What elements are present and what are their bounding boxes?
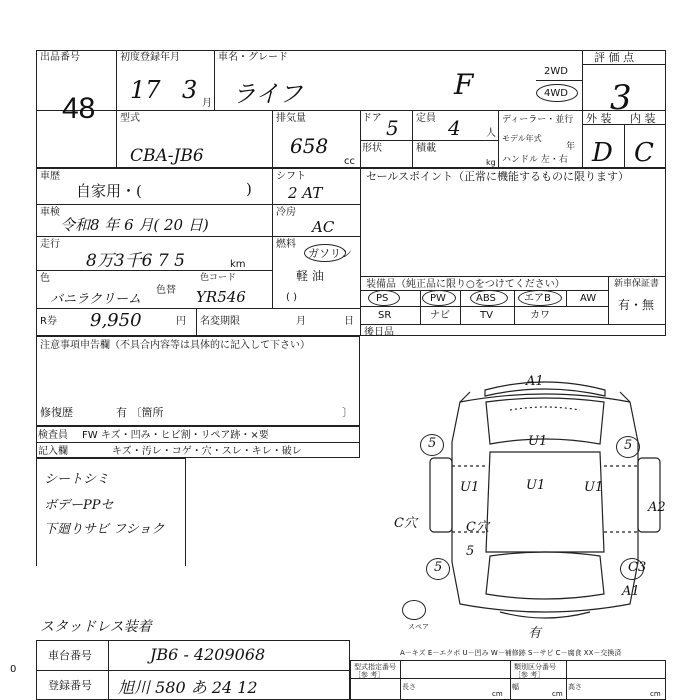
lot-no-label: 出品番号 <box>40 52 80 63</box>
mileage-value: 8万3千6 7 5 <box>86 251 185 271</box>
equip-airbag: エアB <box>524 293 551 304</box>
ext-score: D <box>592 138 613 168</box>
color-label: 色 <box>40 273 50 284</box>
meigi-day: 日 <box>344 316 354 327</box>
length-label: 長さ <box>402 683 416 691</box>
grade: F <box>454 68 474 101</box>
kg: kg <box>486 158 496 167</box>
remark-2: ボデーPPセ <box>44 498 114 513</box>
width-label: 幅 <box>512 683 519 691</box>
displacement: 658 <box>290 134 329 158</box>
width-cm: cm <box>552 690 563 698</box>
shift-value: 2 AT <box>288 184 323 202</box>
capacity-label: 定員 <box>416 113 436 124</box>
equip-pw: PW <box>430 293 446 304</box>
meigi-label: 名変期限 <box>200 316 240 327</box>
warranty-value: 有・無 <box>618 298 655 312</box>
aircon-value: AC <box>312 218 335 236</box>
equip-aw: AW <box>580 293 597 304</box>
dealer-label: ディーラー・並行 <box>502 115 574 125</box>
warranty-label: 新車保証書 <box>614 279 660 289</box>
chassis-label: 車台番号 <box>48 649 92 662</box>
inspector-label: 検査員 <box>38 430 68 441</box>
spare-label: スペア <box>408 623 429 631</box>
aircon-label: 冷房 <box>276 207 296 218</box>
entry-marks: キズ・汚レ・コゲ・穴・スレ・キレ・破レ <box>112 446 302 457</box>
color-code: YR546 <box>196 288 246 306</box>
inspector-marks: FW キズ・凹み・ヒビ割・リペア跡・×要 <box>82 430 269 441</box>
history-value: 自家用・( <box>76 182 142 200</box>
mark-5-rr: C3 <box>628 560 647 575</box>
mark-5-fr: 5 <box>624 438 633 453</box>
year-unit: 年 <box>566 142 576 152</box>
fuel-label: 燃料 <box>276 239 296 250</box>
mark-5-fl: 5 <box>428 436 437 451</box>
recycle-value: 9,950 <box>90 310 142 331</box>
mark-a1-bottom: 有 <box>528 626 542 641</box>
ref-label-2: ［参 考］ <box>514 671 545 679</box>
equip-label: 装備品（純正品に限り○をつけてください） <box>366 279 565 290</box>
eval-score: 3 <box>610 78 632 118</box>
doors-label: ドア <box>362 113 382 124</box>
model-year-label: モデル年式 <box>502 134 542 143</box>
class-label: 類別区分番号 <box>514 663 556 671</box>
repair-label: 修復歴 <box>40 406 73 419</box>
mark-a2: 5 <box>466 544 475 559</box>
handle-label: ハンドル 左・右 <box>502 155 568 165</box>
first-reg-year: 17 <box>130 76 161 104</box>
color-code-label: 色コード <box>200 273 237 283</box>
eval-label: 評 価 点 <box>594 51 634 64</box>
recycle-label: R券 <box>40 316 57 327</box>
capacity: 4 <box>448 116 461 140</box>
ref-label-1: ［参 考］ <box>354 671 385 679</box>
remark-3: 下廻りサビ フショク <box>44 522 165 537</box>
mark-c3: A1 <box>622 584 640 599</box>
equip-leather: カワ <box>530 310 550 321</box>
history-close: ) <box>246 180 252 198</box>
cc: cc <box>344 156 355 167</box>
post-install-label: 後日品 <box>364 327 394 338</box>
equip-tv: TV <box>480 310 493 321</box>
repair-close: 〕 <box>342 406 353 419</box>
mark-c-hole-left: C穴 <box>394 516 417 531</box>
inspection-label: 車検 <box>40 207 60 218</box>
fuel-value: ガソリン <box>308 247 352 260</box>
model-label: 型式 <box>120 113 140 124</box>
mileage-label: 走行 <box>40 239 60 250</box>
meigi-month: 月 <box>296 316 306 327</box>
car-name: ライフ <box>232 80 303 108</box>
shift-label: シフト <box>276 171 306 182</box>
plate-no: 旭川 580 あ 24 12 <box>118 678 258 697</box>
declare-label: 注意事項申告欄（不具合内容等は具体的に記入して下さい） <box>40 340 310 351</box>
first-reg-label: 初度登録年月 <box>120 52 180 63</box>
mark-5-rl: 5 <box>434 560 443 575</box>
first-reg-month: 3 <box>182 76 198 104</box>
lot-no: 48 <box>62 92 96 125</box>
mark-u1-rear: C穴 <box>466 520 489 535</box>
load-label: 積載 <box>416 143 436 154</box>
zero-mark: 0 <box>10 664 17 675</box>
equip-ps: PS <box>376 293 389 304</box>
fuel-value2: 軽 油 <box>296 269 324 283</box>
history-label: 車歴 <box>40 171 60 182</box>
plate-label: 登録番号 <box>48 679 92 692</box>
color-value: バニラクリーム <box>50 292 142 307</box>
inspection-value: 令和8 年 6 月( 20 日) <box>60 216 209 234</box>
length-cm: cm <box>492 690 503 698</box>
int-score: C <box>634 138 654 168</box>
mark-u1-right: U1 <box>584 480 604 495</box>
displacement-label: 排気量 <box>276 113 306 124</box>
studless-note: スタッドレス装着 <box>40 619 152 635</box>
equip-navi: ナビ <box>430 310 450 321</box>
model-code: CBA-JB6 <box>130 146 204 166</box>
damage-legend: A－キズ E－エクボ U－凹み W－補修跡 S－サビ C－腐食 XX－交換済 <box>400 649 622 657</box>
sales-label: セールスポイント（正常に機能するものに限ります） <box>366 170 630 183</box>
person-unit: 人 <box>486 128 496 139</box>
repair-value: 有 〔箇所 <box>116 406 164 419</box>
equip-sr: SR <box>378 310 392 321</box>
drive-4wd: 4WD <box>544 88 568 99</box>
mark-a1-top: A1 <box>526 374 544 389</box>
mark-u1-hood: U1 <box>528 434 548 449</box>
km: km <box>230 259 246 270</box>
month-unit: 月 <box>202 98 212 109</box>
ext-label: 外 装 <box>586 112 612 125</box>
color-code-paren: ( ) <box>286 292 297 303</box>
color-change-label: 色替 <box>156 285 176 296</box>
height-label: 高さ <box>568 683 582 691</box>
height-cm: cm <box>650 690 661 698</box>
spec-label: 型式指定番号 <box>354 663 396 671</box>
entry-label: 記入欄 <box>38 446 68 457</box>
mark-c-hole-right: A2 <box>648 500 666 515</box>
remark-1: シートシミ <box>44 472 110 487</box>
name-label: 車名・グレード <box>218 52 288 63</box>
doors: 5 <box>386 116 399 140</box>
equip-abs: ABS <box>476 293 496 304</box>
shape-label: 形状 <box>362 143 382 154</box>
int-label: 内 装 <box>630 112 656 125</box>
yen: 円 <box>176 316 186 327</box>
chassis-no: JB6 - 4209068 <box>150 645 266 664</box>
mark-u1-roof: U1 <box>526 478 546 493</box>
spec-box <box>350 660 666 700</box>
drive-2wd: 2WD <box>544 66 568 77</box>
mark-u1-left: U1 <box>460 480 480 495</box>
